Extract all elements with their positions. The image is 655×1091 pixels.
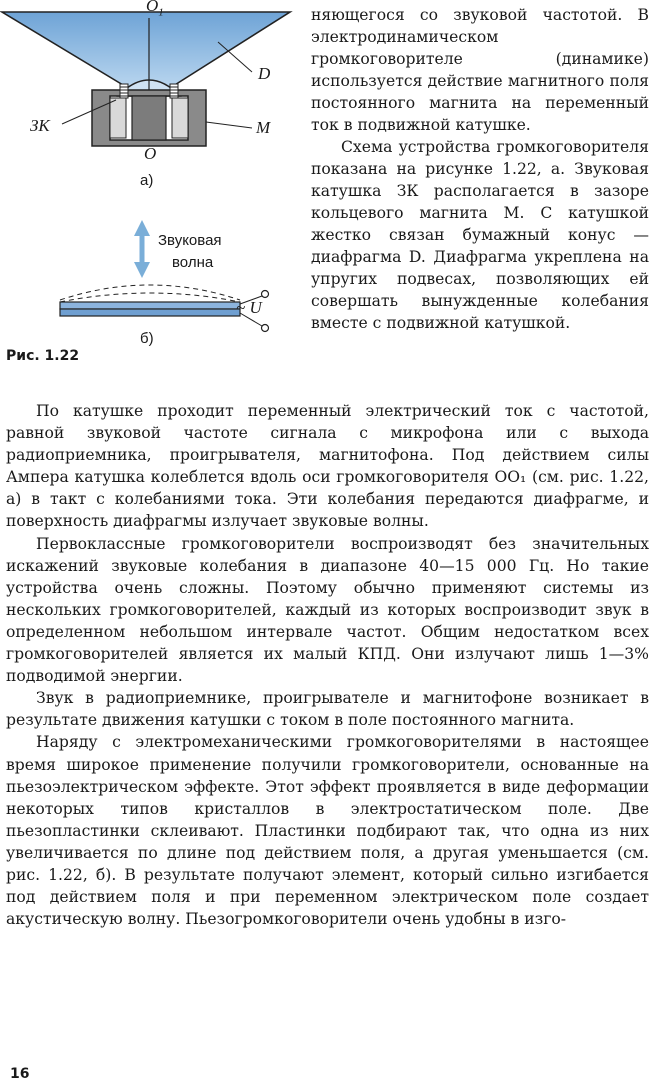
wave-label-line2: волна <box>172 254 214 271</box>
main-paragraph-2: Первоклассные громкоговорители воспроизводят без значительных искажений звуковые колебания в диапазоне 40—15 000 Гц. Но такие устройства очень сложны. Поэтому обычно применяют системы из нескольких громкоговорителей, каждый из которых воспроизводит звук в определенном небольшом интервале частот. Общим недостатком всех громкоговорителей является их малый КПД. Они излучают лишь 1—3% подводимой энергии. <box>6 534 649 686</box>
label-diaphragm: D <box>258 64 271 83</box>
side-paragraph-1: няющегося со звуковой частотой. В электродинамическом громкоговорителе (динамике) используется действие магнитного поля постоянного магнита на переменный ток в подвижной катушке. <box>311 6 649 134</box>
piezo-plate-bottom <box>60 309 240 316</box>
main-paragraph-3: Звук в радиоприемнике, проигрывателе и магнитофоне возникает в результате движения катушки с током в поле постоянного магнита. <box>6 689 649 730</box>
magnet-core <box>132 96 166 140</box>
wave-label-line1: Звуковая <box>158 232 222 249</box>
sound-wave-arrow <box>134 220 150 278</box>
label-voltage: ~ U <box>236 298 262 317</box>
main-paragraph-1: По катушке проходит переменный электрический ток с частотой, равной звуковой частоте сигнала с микрофона или с выхода радиоприемника, проигрывателя, магнитофона. Под действием силы Ампера катушка колеблется вдоль оси громкоговорителя OO₁ (см. рис. 1.22, а) в такт с колебаниями тока. Эти колебания передаются диафрагме, и поверхность диафрагмы излучает звуковые волны. <box>6 402 649 531</box>
side-column-text <box>311 4 649 334</box>
subfigure-b-label: б) <box>140 330 154 347</box>
cone-diaphragm <box>2 12 290 88</box>
piezo-plate-top <box>60 302 240 309</box>
label-voice-coil: ЗК <box>30 116 50 135</box>
terminal-bottom <box>262 325 269 332</box>
terminal-top <box>262 291 269 298</box>
main-text <box>6 400 649 930</box>
side-paragraph-2: Схема устройства громкоговорителя показана на рисунке 1.22, а. Звуковая катушка ЗК располагается в зазоре кольцевого магнита M. С катушкой жестко связан бумажный конус — диафрагма D. Диафрагма укреплена на упругих подвесах, позволяющих ей совершать вынужденные колебания вместе с подвижной катушкой. <box>311 138 649 332</box>
label-o1: $O_1$ <box>146 0 164 19</box>
label-o: O <box>144 144 157 163</box>
label-magnet: M <box>256 118 271 137</box>
main-paragraph-4: Наряду с электромеханическими громкоговорителями в настоящее время широкое применение получили громкоговорители, основанные на пьезоэлектрическом эффекте. Этот эффект проявляется в виде деформации некоторых типов кристаллов в электростатическом поле. Две пьезопластинки склеивают. Пластинки подбирают так, что одна из них увеличивается по длине под действием поля, а другая уменьшается (см. рис. 1.22, б). В результате получают элемент, который сильно изгибается под действием поля и при переменном электрическом поле создает акустическую волну. Пьезогромкоговорители очень удобны в изго- <box>6 733 649 929</box>
page-number: 16 <box>10 1066 30 1082</box>
figure-number: Рис. 1.22 <box>6 348 80 364</box>
figure-1-22 <box>0 0 300 400</box>
subfigure-a-label: а) <box>140 172 154 189</box>
